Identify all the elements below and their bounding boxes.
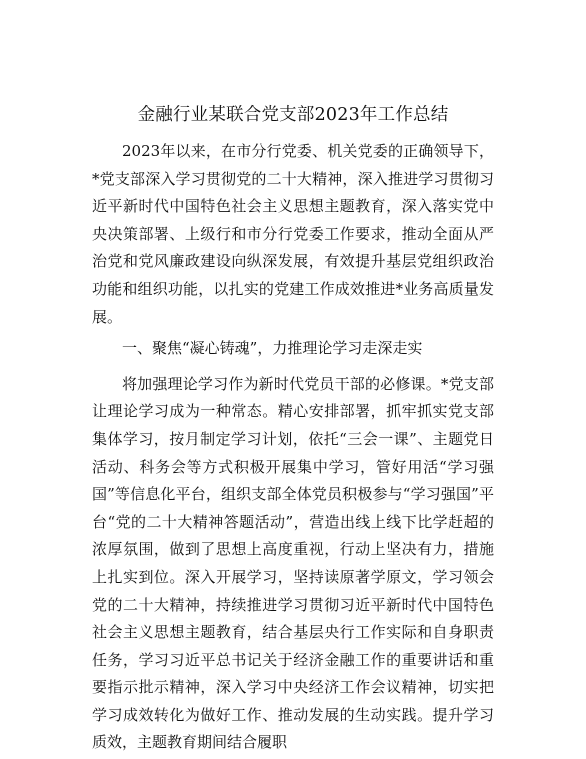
section-heading: 一、聚焦“凝心铸魂”，力推理论学习走深走实 [122,339,423,358]
document-title: 金融行业某联合党支部2023年工作总结 [137,105,449,125]
intro-paragraph: 2023年以来，在市分行党委、机关党委的正确领导下，*党支部深入学习贯彻党的二十大精神，深入推进学习贯彻习近平新时代中国特色社会主义思想主题教育，深入落实党中央决策部署、上级行和市分行党委工作要求，推动全面从严治党和党风廉政建设向纵深发展，有效提升基层党组织政治功能和组织功能，以扎实的党建工作成效推进*业务高质量发展。 [92,142,494,326]
document-body [92,138,494,757]
section-paragraph: 将加强理论学习作为新时代党员干部的必修课。*党支部让理论学习成为一种常态。精心安排部署，抓牢抓实党支部集体学习，按月制定学习计划，依托“三会一课”、主题党日活动、科务会等方式积极开展集中学习，管好用活“学习强国”等信息化平台，组织支部全体党员积极参与“学习强国”平台“党的二十大精神答题活动”，营造出线上线下比学赶超的浓厚氛围，做到了思想上高度重视，行动上坚决有力，措施上扎实到位。深入开展学习，坚持读原著学原文，学习领会党的二十大精神，持续推进学习贯彻习近平新时代中国特色社会主义思想主题教育，结合基层央行工作实际和自身职责任务，学习习近平总书记关于经济金融工作的重要讲话和重要指示批示精神，深入学习中央经济工作会议精神，切实把学习成效转化为做好工作、推动发展的生动实践。提升学习质效，主题教育期间结合履职 [92,374,494,752]
